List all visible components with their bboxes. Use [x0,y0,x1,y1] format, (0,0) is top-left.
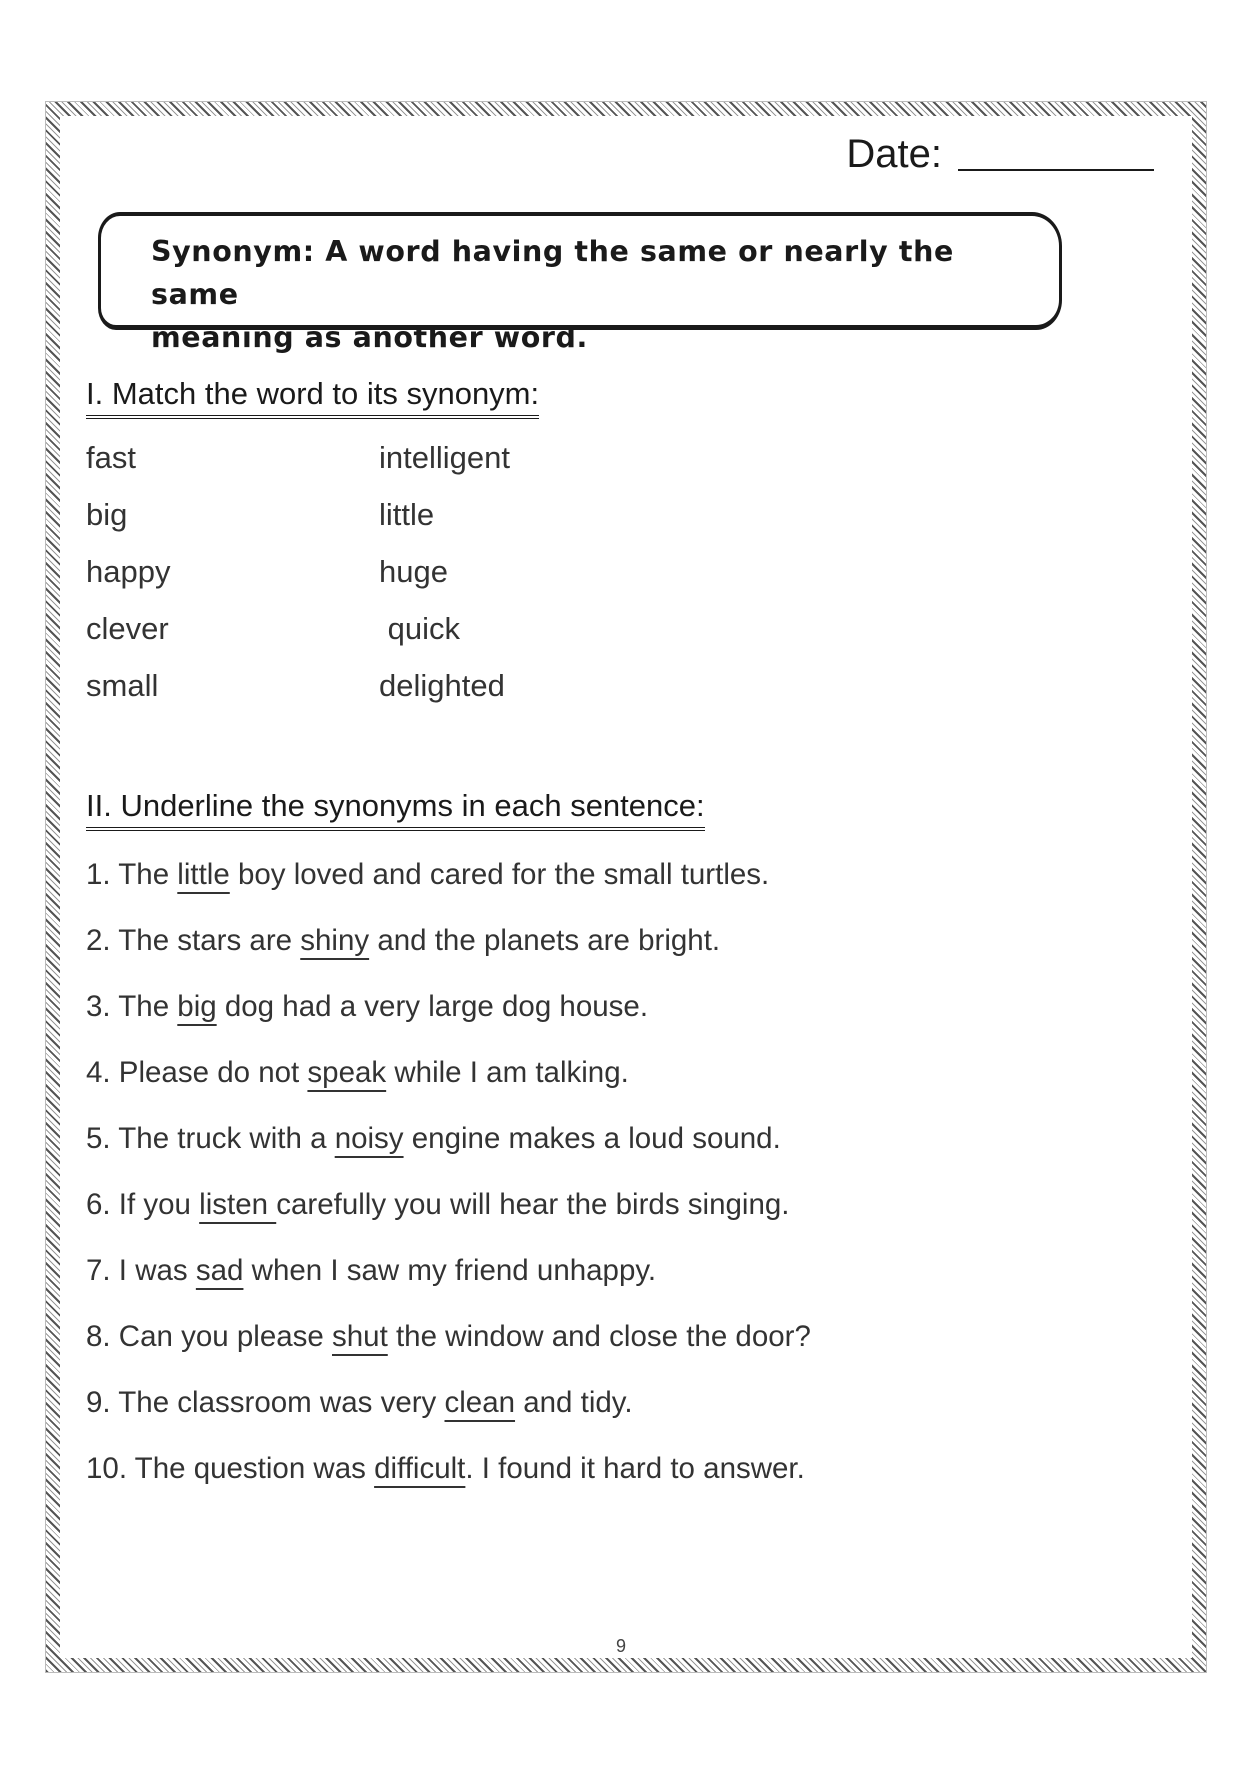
match-word: big [86,497,128,532]
sentence-text: 4. Please do not [86,1056,308,1089]
sentence-text: 5. The truck with a [86,1122,335,1155]
underlined-synonym: sad [195,1254,244,1287]
section-2-title: II. Underline the synonyms in each sentence: [86,788,705,831]
date-field [846,132,1154,177]
sentence-text: and the planets are bright. [369,924,721,957]
section-1-title: I. Match the word to its synonym: [86,376,539,419]
sentence-text: 10. The question was [86,1452,375,1485]
match-list [86,440,606,725]
date-label: Date: [846,132,942,176]
underlined-synonym: listen [199,1188,277,1221]
sentence-item [86,1320,1126,1386]
sentence-text: 6. If you [86,1188,200,1221]
match-synonym: delighted [379,668,505,703]
sentence-text: engine makes a loud sound. [403,1122,781,1155]
underlined-synonym: difficult [374,1452,466,1485]
date-blank-line [958,169,1154,171]
sentence-item [86,1386,1126,1452]
underlined-synonym: shiny [300,924,370,957]
sentence-text: 8. Can you please [86,1320,332,1353]
match-row [86,497,606,554]
underlined-synonym: shut [332,1320,388,1353]
sentence-text: the window and close the door? [387,1320,811,1353]
underlined-synonym: noisy [334,1122,404,1155]
sentence-text: 7. I was [86,1254,196,1287]
sentence-text: when I saw my friend unhappy. [243,1254,657,1287]
underlined-synonym: big [177,990,217,1023]
sentence-item [86,858,1126,924]
sentence-item [86,1254,1126,1320]
match-row [86,611,606,668]
match-row [86,668,606,725]
sentence-text: while I am talking. [386,1056,629,1089]
match-synonym: intelligent [379,440,510,475]
match-synonym: huge [379,554,448,589]
sentence-item [86,1056,1126,1122]
sentence-item [86,1452,1126,1518]
sentence-text: dog had a very large dog house. [216,990,649,1023]
definition-box [98,212,1062,354]
sentence-text: carefully you will hear the birds singing. [276,1188,790,1221]
sentence-item [86,1188,1126,1254]
match-word: clever [86,611,169,646]
sentence-list [86,858,1126,1518]
match-word: fast [86,440,136,475]
definition-line-2: meaning as another word. [151,321,588,354]
sentence-item [86,924,1126,990]
sentence-text: and tidy. [515,1386,633,1419]
sentence-text: 9. The classroom was very [86,1386,445,1419]
underlined-synonym: speak [307,1056,387,1089]
match-word: small [86,668,159,703]
sentence-item [86,1122,1126,1188]
underlined-synonym: clean [444,1386,516,1419]
sentence-item [86,990,1126,1056]
match-row [86,440,606,497]
match-synonym: little [379,497,435,532]
definition-line-1: Synonym: A word having the same or nearly the same [151,235,954,311]
sentence-text: . I found it hard to answer. [465,1452,805,1485]
sentence-text: 2. The stars are [86,924,301,957]
sentence-text: 3. The [86,990,178,1023]
match-word: happy [86,554,171,589]
sentence-text: 1. The [86,858,178,891]
sentence-text: boy loved and cared for the small turtles. [229,858,770,891]
page-number: 9 [615,1636,626,1656]
match-synonym: quick [379,611,460,646]
match-row [86,554,606,611]
underlined-synonym: little [177,858,230,891]
